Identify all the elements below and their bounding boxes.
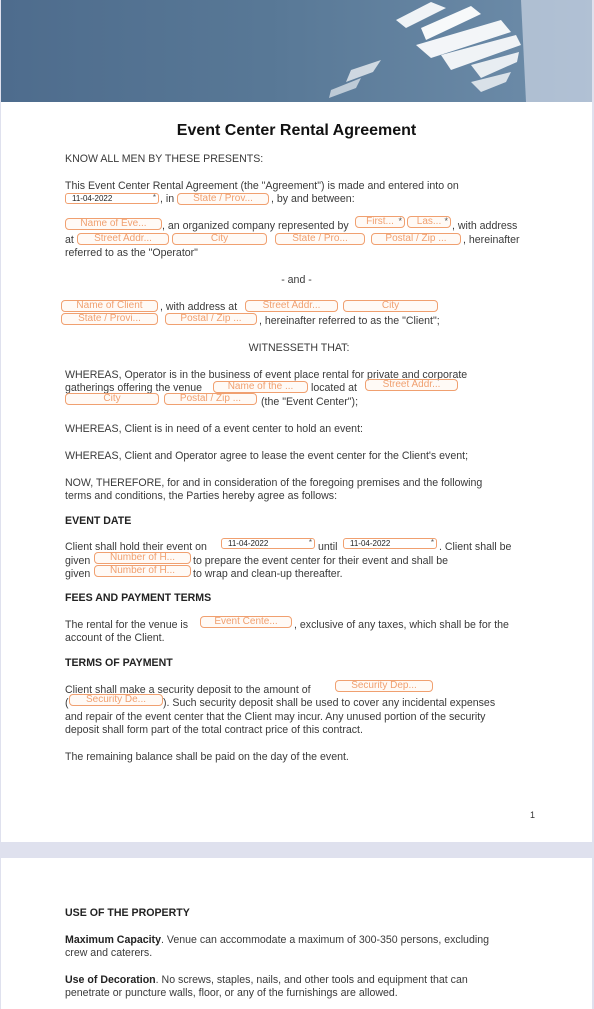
between-text: , by and between: [271,193,355,205]
agreement-line: This Event Center Rental Agreement (the "Agreement") is made and entered into on [65,180,459,192]
event-center-text: (the "Event Center"); [261,396,359,408]
remaining-balance-text: The remaining balance shall be paid on the day of the event. [65,751,349,763]
operator-name-field[interactable]: Name of Eve... [65,218,162,230]
security-deposit-words-field[interactable]: Security De... [69,694,163,706]
in-text: , in [160,193,175,205]
fees-line-2: account of the Client. [65,632,165,644]
use-of-property-heading: USE OF THE PROPERTY [65,907,190,919]
witnesseth-heading: WITNESSETH THAT: [248,342,350,354]
at-text: at [65,234,74,246]
event-start-date-field[interactable]: 11-04-2022 * [221,538,315,549]
client-shall-be-text: . Client shall be [439,541,512,553]
open-paren: ( [65,697,69,709]
whereas-3: WHEREAS, Client and Operator agree to lease the event center for the Client's event; [65,450,469,462]
representative-first-name-field[interactable]: First... * [355,216,405,228]
venue-postal-field[interactable]: Postal / Zip ... [164,393,257,405]
decoration-line [65,973,468,987]
terms-line-4: deposit shall form part of the total contract price of this contract. [65,724,363,736]
hereinafter-text: , hereinafter [463,234,520,246]
document-page-2 [1,858,592,1009]
setup-hours-field[interactable]: Number of H... [94,552,191,564]
operator-state-field[interactable]: State / Pro... [275,233,365,245]
event-end-date-field[interactable]: 11-04-2022 * [343,538,437,549]
whereas-2: WHEREAS, Client is in need of a event center to hold an event: [65,423,363,435]
with-address-text: , with address [452,220,518,232]
terms-line-2: ). Such security deposit shall be used to cover any incidental expenses [163,697,496,709]
max-capacity-line-2: crew and caterers. [65,947,153,959]
given-text-1: given [65,555,91,567]
venue-street-field[interactable]: Street Addr... [365,379,458,391]
max-capacity-text: . Venue can accommodate a maximum of 300-350 persons, excluding [160,934,489,946]
decoration-label: Use of Decoration [65,974,156,986]
now-therefore-line-2: terms and conditions, the Parties hereby agree as follows: [65,490,338,502]
representative-last-name-field[interactable]: Las... * [407,216,451,228]
fees-heading: FEES AND PAYMENT TERMS [65,592,212,604]
terms-heading: TERMS OF PAYMENT [65,657,173,669]
client-with-address-text: , with address at [160,301,238,313]
fees-line-1-end: , exclusive of any taxes, which shall be for the [294,619,509,631]
brush-stroke-decoration [1,0,592,102]
and-separator: - and - [281,274,312,286]
client-referred-text: , hereinafter referred to as the "Client"; [259,315,440,327]
agreement-state-field[interactable]: State / Prov... [177,193,269,205]
decoration-line-2: penetrate or puncture walls, floor, or any of the furnishings are allowed. [65,987,398,999]
client-name-field[interactable]: Name of Client [61,300,158,312]
whereas-1-line-2: gatherings offering the venue [65,382,203,394]
event-date-heading: EVENT DATE [65,515,132,527]
operator-city-field[interactable]: City [172,233,267,245]
security-deposit-amount-field[interactable]: Security Dep... [335,680,433,692]
operator-street-field[interactable]: Street Addr... [77,233,169,245]
rental-fee-field[interactable]: Event Cente... [200,616,292,628]
client-postal-field[interactable]: Postal / Zip ... [165,313,257,325]
event-date-line-1: Client shall hold their event on [65,541,207,553]
located-text: located at [311,382,357,394]
operator-postal-field[interactable]: Postal / Zip ... [371,233,461,245]
terms-line-3: and repair of the event center that the Client may incur. Any unused portion of the security [65,711,486,723]
intro-text: KNOW ALL MEN BY THESE PRESENTS: [65,153,264,165]
until-text: until [318,541,338,553]
header-banner [1,0,592,102]
venue-name-field[interactable]: Name of the ... [213,381,308,393]
whereas-1-line-1: WHEREAS, Operator is in the business of event place rental for private and corporate [65,369,468,381]
company-text: , an organized company represented by [162,220,349,232]
terms-line-1: Client shall make a security deposit to the amount of [65,684,311,696]
given-text-2: given [65,568,91,580]
decoration-text: . No screws, staples, nails, and other tools and equipment that can [155,974,468,986]
prepare-text: to prepare the event center for their event and shall be [193,555,449,567]
agreement-date-field[interactable]: 11-04-2022 * [65,193,159,204]
max-capacity-line [65,933,489,947]
document-page-1 [1,0,592,842]
fees-line-1: The rental for the venue is [65,619,189,631]
client-street-field[interactable]: Street Addr... [245,300,338,312]
page-number: 1 [530,810,536,820]
cleanup-hours-field[interactable]: Number of H... [94,565,191,577]
operator-referred-text: referred to as the "Operator" [65,247,198,259]
client-state-field[interactable]: State / Provi... [61,313,158,325]
wrap-text: to wrap and clean-up thereafter. [193,568,343,580]
now-therefore-line-1: NOW, THEREFORE, for and in consideration of the foregoing premises and the following [65,477,483,489]
client-city-field[interactable]: City [343,300,438,312]
max-capacity-label: Maximum Capacity [65,934,161,946]
document-title: Event Center Rental Agreement [176,122,417,139]
venue-city-field[interactable]: City [65,393,159,405]
